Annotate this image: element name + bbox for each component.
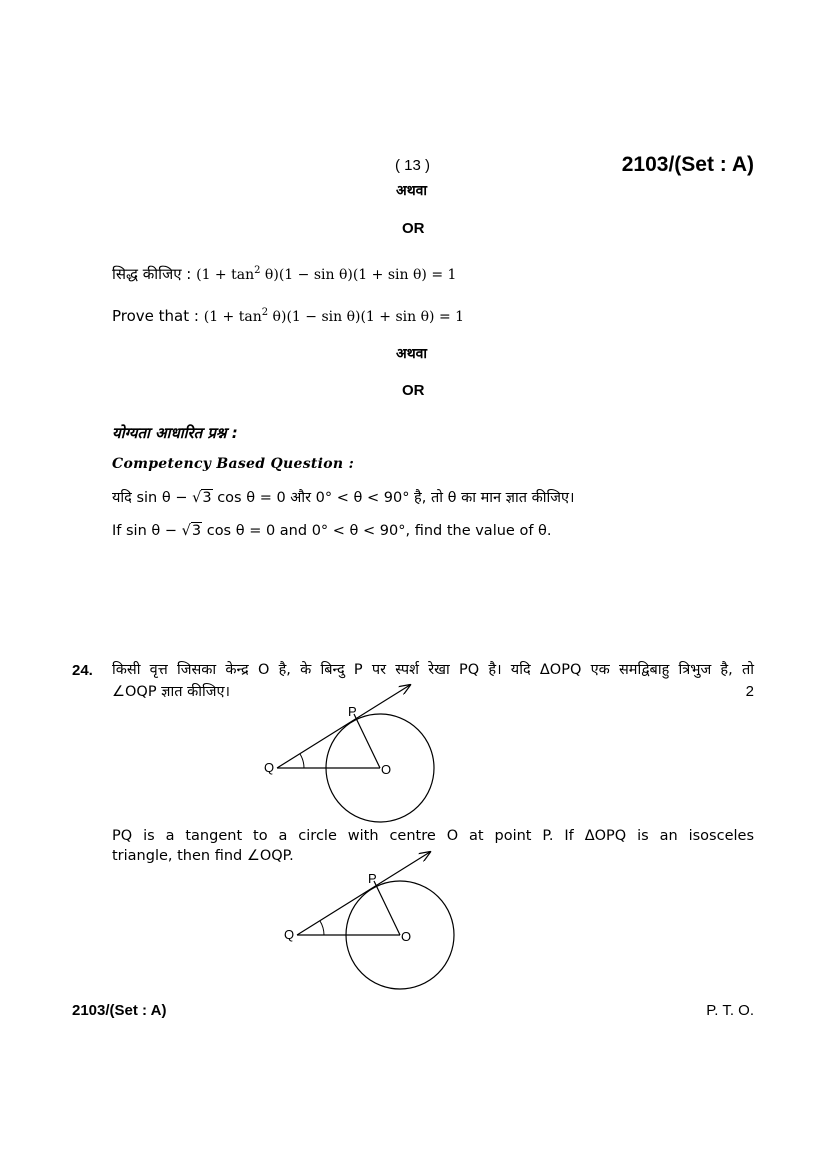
- competency-heading-hindi: योग्यता आधारित प्रश्न :: [112, 424, 238, 442]
- tangent-figure-hindi: [255, 678, 455, 828]
- identity-english: $(1 + \tan^2 \theta)(1 - \sin \theta)(1 + \sin \theta) = 1$: [203, 307, 465, 325]
- prove-english-line: [112, 307, 464, 325]
- q24-hindi-line1: किसी वृत्त जिसका केन्द्र O है, के बिन्दु P पर स्पर्श रेखा PQ है। यदि ΔOPQ एक समद्विबाहु त्रिभुज है, तो: [112, 662, 754, 678]
- label-q: Q: [264, 760, 275, 775]
- or-hindi: अथवा: [396, 183, 428, 199]
- competency-question-english: If sin θ − √3 cos θ = 0 and 0° < θ < 90°, find the value of θ.: [112, 523, 552, 539]
- prove-hindi-label: सिद्ध कीजिए :: [112, 265, 192, 283]
- competency-heading-english: Competency Based Question :: [112, 456, 355, 472]
- q24-english-line2: triangle, then find ∠OQP.: [112, 848, 294, 864]
- label-q-2: Q: [284, 927, 295, 942]
- tangent-figure-english: [275, 845, 475, 995]
- radius-op-2: [374, 881, 400, 935]
- paper-code-header: 2103/(Set : A): [621, 153, 754, 176]
- tangent-line-2: [297, 852, 430, 935]
- prove-hindi-line: [112, 264, 456, 284]
- angle-arc-2: [320, 921, 324, 935]
- angle-arc: [300, 754, 304, 768]
- q24-marks: 2: [745, 683, 754, 700]
- question-number-24: 24.: [72, 662, 93, 679]
- or-english: OR: [402, 220, 425, 237]
- page-number: ( 13 ): [395, 157, 431, 174]
- competency-question-hindi: यदि sin θ − √3 cos θ = 0 और 0° < θ < 90° है, तो θ का मान ज्ञात कीजिए।: [112, 490, 575, 506]
- q24-english-line1: PQ is a tangent to a circle with centre O at point P. If ΔOPQ is an isosceles: [112, 828, 754, 844]
- tangent-line: [277, 685, 410, 768]
- radius-op: [354, 714, 380, 768]
- label-o: O: [381, 762, 392, 777]
- label-p: P: [348, 704, 357, 719]
- prove-english-label: Prove that :: [112, 307, 199, 325]
- q24-hindi-line2: ∠OQP ज्ञात कीजिए।: [112, 684, 231, 700]
- identity-hindi: $(1 + \tan^2 \theta)(1 - \sin \theta)(1 + \sin \theta) = 1$: [196, 265, 457, 283]
- or-hindi-2: अथवा: [396, 346, 428, 362]
- pto-label: P. T. O.: [706, 1002, 754, 1019]
- paper-code-footer: 2103/(Set : A): [72, 1002, 167, 1019]
- sqrt-symbol: √3: [192, 490, 212, 506]
- sqrt-symbol-2: √3: [181, 523, 202, 539]
- or-english-2: OR: [402, 382, 425, 399]
- label-o-2: O: [401, 929, 412, 944]
- label-p-2: P: [368, 871, 377, 886]
